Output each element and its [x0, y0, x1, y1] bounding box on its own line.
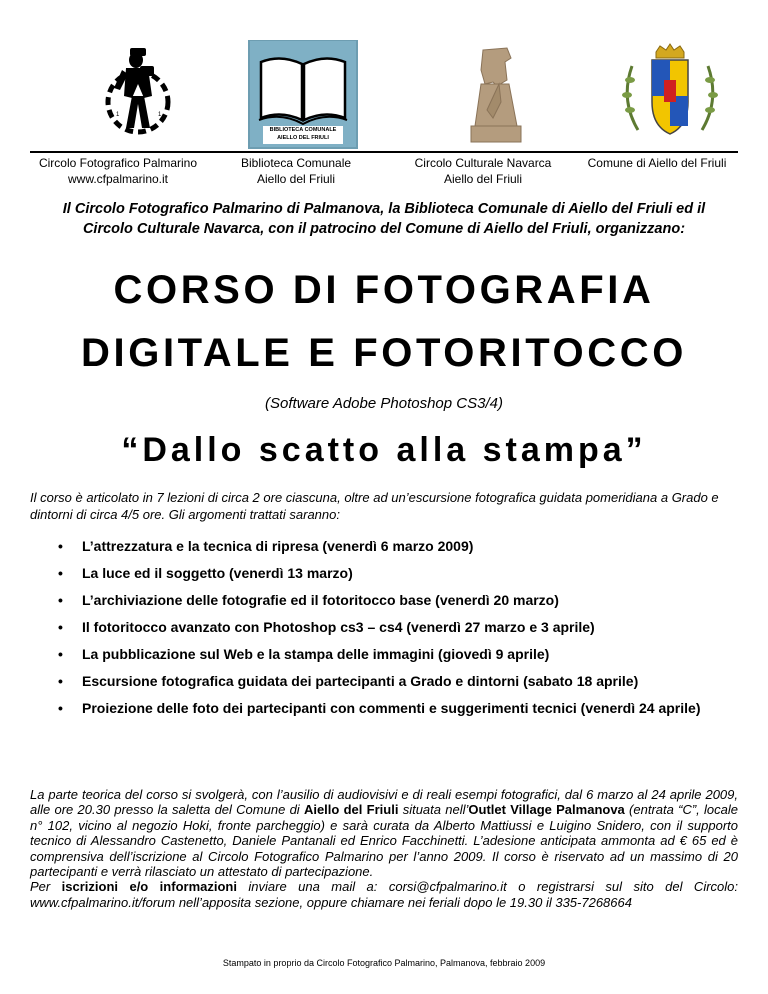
logo-captions	[30, 155, 738, 189]
caption-biblioteca: Biblioteca Comunale Aiello del Friuli	[240, 156, 352, 186]
list-item: • Escursione fotografica guidata dei partecipanti a Grado e dintorni (sabato 18 aprile)	[30, 668, 730, 694]
details-para-2: Per iscrizioni e/o informazioni inviare una mail a: corsi@cfpalmarino.it o registrarsi sul sito del Circolo: www.cfpalmarino.it/forum nell’apposita sezione, oppure chiamare nei feriali dopo le 19.30 il 335-7268664	[30, 879, 738, 910]
book-logo	[247, 40, 359, 150]
svg-text:1: 1	[116, 112, 120, 118]
title-line-2: DIGITALE E FOTORITOCCO	[81, 331, 687, 375]
slogan: “Dallo scatto alla stampa”	[121, 431, 647, 469]
caption-comune: Comune di Aiello del Friuli	[587, 156, 727, 170]
caption-circolo-culturale: Circolo Culturale Navarca Aiello del Friuli	[414, 156, 552, 186]
details-para-1: La parte teorica del corso si svolgerà, con l’ausilio di audiovisivi e di reali esempi fotografici, dal 6 marzo al 24 aprile 2009, alle ore 20.30 presso la saletta del Comune di Aiello del Friuli situata nell’Outlet Village Palmanova (entrata “C”, locale n° 102, vicino al negozio Hoki, fronte parcheggio) e sarà curata da Alberto Mattiussi e Luigino Snidero, con il supporto tecnico di Alessandro Castenetto, Daniele Pantanali ed Enrico Facchinetti. L’adesione anticipata ammonta ad € 65 ed è comprensiva dell’iscrizione al Circolo Fotografico Palmarino per l’anno 2009. Il corso è riservato ad un massimo di 20 partecipanti e verrà rilasciato un attestato di partecipazione.	[30, 787, 739, 880]
photographer-logo	[78, 40, 198, 150]
bullet: •	[58, 646, 63, 662]
statue-logo	[435, 40, 555, 150]
list-item: • La luce ed il soggetto (venerdì 13 marzo)	[30, 560, 730, 586]
bullet: •	[58, 538, 63, 554]
caption-circolo-fotografico: Circolo Fotografico Palmarino www.cfpalmarino.it	[38, 156, 198, 186]
title-line-1: CORSO DI FOTOGRAFIA	[113, 268, 655, 312]
topic-list	[30, 533, 730, 722]
subtitle: (Software Adobe Photoshop CS3/4)	[265, 395, 503, 412]
logo-row	[30, 40, 738, 150]
list-item: • Il fotoritocco avanzato con Photoshop cs3 – cs4 (venerdì 27 marzo e 3 aprile)	[30, 614, 730, 640]
list-item: • La pubblicazione sul Web e la stampa delle immagini (giovedì 9 aprile)	[30, 641, 730, 667]
footer-note: Stampato in proprio da Circolo Fotografico Palmarino, Palmanova, febbraio 2009	[222, 958, 546, 968]
book-logo-text-2: AIELLO DEL FRIULI	[277, 135, 329, 141]
coat-of-arms-logo	[610, 40, 730, 150]
bullet: •	[58, 619, 63, 635]
svg-text:1: 1	[158, 112, 162, 118]
bullet: •	[58, 700, 63, 716]
bullet: •	[58, 565, 63, 581]
bullet: •	[58, 673, 63, 689]
bullet: •	[58, 592, 63, 608]
lead-paragraph: Il corso è articolato in 7 lezioni di circa 2 ore ciascuna, oltre ad un’escursione fotografica guidata pomeridiana a Grado e dintorni di circa 4/5 ore. Gli argomenti trattati saranno:	[30, 490, 719, 522]
list-item: • Proiezione delle foto dei partecipanti con commenti e suggerimenti tecnici (venerdì 24 aprile)	[30, 695, 730, 721]
list-item: • L’attrezzatura e la tecnica di ripresa (venerdì 6 marzo 2009)	[30, 533, 730, 559]
list-item: • L’archiviazione delle fotografie ed il fotoritocco base (venerdì 20 marzo)	[30, 587, 730, 613]
book-logo-text-1: BIBLIOTECA COMUNALE	[269, 127, 337, 133]
intro-text: Il Circolo Fotografico Palmarino di Palmanova, la Biblioteca Comunale di Aiello del Friuli ed il Circolo Culturale Navarca, con il patrocino del Comune di Aiello del Friuli, organizzano:	[62, 201, 706, 237]
header-divider	[30, 151, 738, 153]
details-paragraph	[30, 787, 738, 910]
